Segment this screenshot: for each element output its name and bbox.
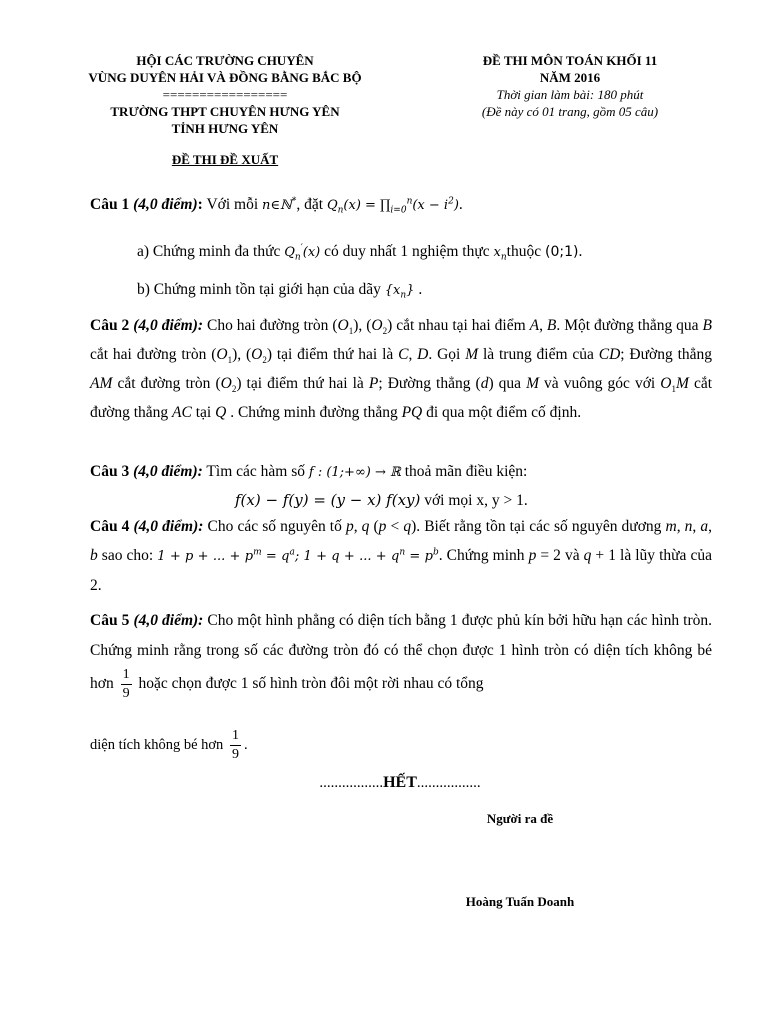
- q1-b-sequence: $\{x_n\}$: [384, 283, 415, 301]
- end-dots-left: .................: [319, 775, 384, 791]
- school-name: TRƯỜNG THPT CHUYÊN HƯNG YÊN: [110, 104, 340, 119]
- q2-statement: Câu 2 (4,0 điểm): Cho hai đường tròn $(O_1)$, $(O_2)$ cắt nhau tại hai điểm A, B. Một đường thẳng qua B cắt hai đường tròn $(O_1)$, $(O_2)$ tại điểm thứ hai là C, D. Gọi M là trung điểm của CD; Đường thẳng AM cắt đường tròn $(O_2)$ tại điểm thứ hai là P; Đường thẳng (d) qua M và vuông góc với $O_1M$ cắt đường thẳng AC tại Q . Chứng minh đường thẳng PQ đi qua một điểm cố định.: [90, 317, 713, 421]
- q5-label: Câu 5: [90, 612, 130, 629]
- q1-text-a: Với mỗi: [206, 196, 259, 213]
- exam-duration: Thời gian làm bài: 180 phút: [496, 87, 644, 102]
- header-separator: =================: [162, 87, 288, 102]
- q5-statement: [90, 606, 712, 703]
- q4-statement: Câu 4 (4,0 điểm): Cho các số nguyên tố p, q (p < q). Biết rằng tồn tại các số nguyên dương m, n, a, b sao cho: 1 + p + ... + $p^m = q^a$; 1 + q + ... + $q^n = p^b$. Chứng minh p = 2 và q + 1 là lũy thừa của 2.: [90, 518, 713, 594]
- end-dots-right: .................: [416, 775, 481, 791]
- q1-part-b: b) Chứng minh tồn tại giới hạn của dãy $\{x_n\}$ .: [137, 281, 423, 301]
- q5-text-a: Cho một hình phẳng có diện tích bằng 1 được phủ kín bởi hữu hạn các hình tròn. Chứng minh rằng trong số các đường tròn đó có thể chọn được 1 hình tròn có diện tích không bé hơn: [90, 612, 712, 693]
- q5-text-c: diện tích không bé hơn: [90, 736, 224, 753]
- region-name: VÙNG DUYÊN HẢI VÀ ĐỒNG BẰNG BẮC BỘ: [88, 70, 362, 85]
- q2-label: Câu 2: [90, 317, 130, 334]
- q5-points: (4,0 điểm):: [133, 612, 204, 629]
- q1-polynomial-def: $Q_n(x)$ = $\prod_{i=0}^n(x - i^2)$: [326, 196, 459, 216]
- q1-statement: Câu 1 (4,0 điểm): Với mỗi n∈ℕ*, đặt $Q_n(x)$ = $\prod_{i=0}^n(x - i^2)$.: [90, 196, 463, 216]
- q1-a-suffix: thuộc: [506, 243, 542, 260]
- q3-function-def: f : (1;+∞) → ℝ: [308, 465, 401, 480]
- q3-statement: [90, 463, 712, 481]
- q5-frac2-num: 1: [230, 727, 241, 746]
- q1-a-derivative: $Q_n'(x)$: [284, 243, 321, 263]
- exam-page-note: (Đề này có 01 trang, gồm 05 câu): [481, 104, 659, 119]
- q4-points: (4,0 điểm):: [133, 518, 204, 535]
- q3-equation-line: [235, 491, 768, 510]
- q5-fraction-2: [230, 727, 241, 764]
- author-name: Hoàng Tuấn Doanh: [465, 894, 575, 909]
- q1-label: Câu 1: [90, 196, 130, 213]
- header-left: [40, 52, 410, 137]
- q1-a-mid: có duy nhất 1 nghiệm thực: [324, 243, 490, 260]
- author-label: Người ra đề: [486, 811, 554, 826]
- proposal-title: ĐỀ THI ĐỀ XUẤT: [171, 152, 279, 167]
- q1-text-b: , đặt: [296, 196, 324, 213]
- q4-label: Câu 4: [90, 518, 130, 535]
- q1-part-a: a) Chứng minh đa thức $Q_n'(x)$ có duy nhất 1 nghiệm thực $x_nthuộc$ (0;1).: [137, 243, 583, 263]
- exam-year: NĂM 2016: [539, 70, 601, 85]
- q5-frac1-den: 9: [122, 686, 130, 701]
- q3-equation: f(x) − f(y) = (y − x) f(xy): [235, 491, 421, 509]
- q3-condition: với mọi x, y > 1.: [424, 492, 528, 509]
- q5-fraction-1: [121, 666, 132, 703]
- q5-frac2-den: 9: [231, 747, 239, 762]
- end-word: HẾT: [383, 774, 417, 791]
- exam-title: ĐỀ THI MÔN TOÁN KHỐI 11: [482, 53, 658, 68]
- q2-points: (4,0 điểm):: [133, 317, 204, 334]
- q1-a-interval: (0;1): [544, 244, 579, 260]
- q3-text-a: Tìm các hàm số: [206, 463, 305, 480]
- q4-equations: 1 + p + ... + $p^m = q^a$; 1 + q + ... + $q^n = p^b$: [157, 547, 439, 564]
- q1-a-prefix: a) Chứng minh đa thức: [137, 243, 281, 260]
- q5-last-line: diện tích không bé hơn $\frac{1}{9}$ .: [90, 728, 248, 762]
- province-name: TỈNH HƯNG YÊN: [171, 121, 279, 136]
- q3-label: Câu 3: [90, 463, 130, 480]
- q5-text-b: hoặc chọn được 1 số hình tròn đôi một rời nhau có tổng: [138, 675, 484, 693]
- header-right: [420, 52, 720, 120]
- q1-a-root: $x_n$: [493, 245, 507, 263]
- end-mark: [250, 774, 550, 792]
- q3-text-b: thoả mãn điều kiện:: [404, 463, 528, 480]
- q1-n-in-n: n∈ℕ*: [262, 196, 297, 213]
- q5-frac1-num: 1: [121, 666, 132, 685]
- q1-points: (4,0 điểm): [133, 196, 198, 213]
- association-name: HỘI CÁC TRƯỜNG CHUYÊN: [136, 53, 314, 68]
- q1-b-text: b) Chứng minh tồn tại giới hạn của dãy: [137, 281, 381, 298]
- q3-points: (4,0 điểm):: [133, 463, 203, 480]
